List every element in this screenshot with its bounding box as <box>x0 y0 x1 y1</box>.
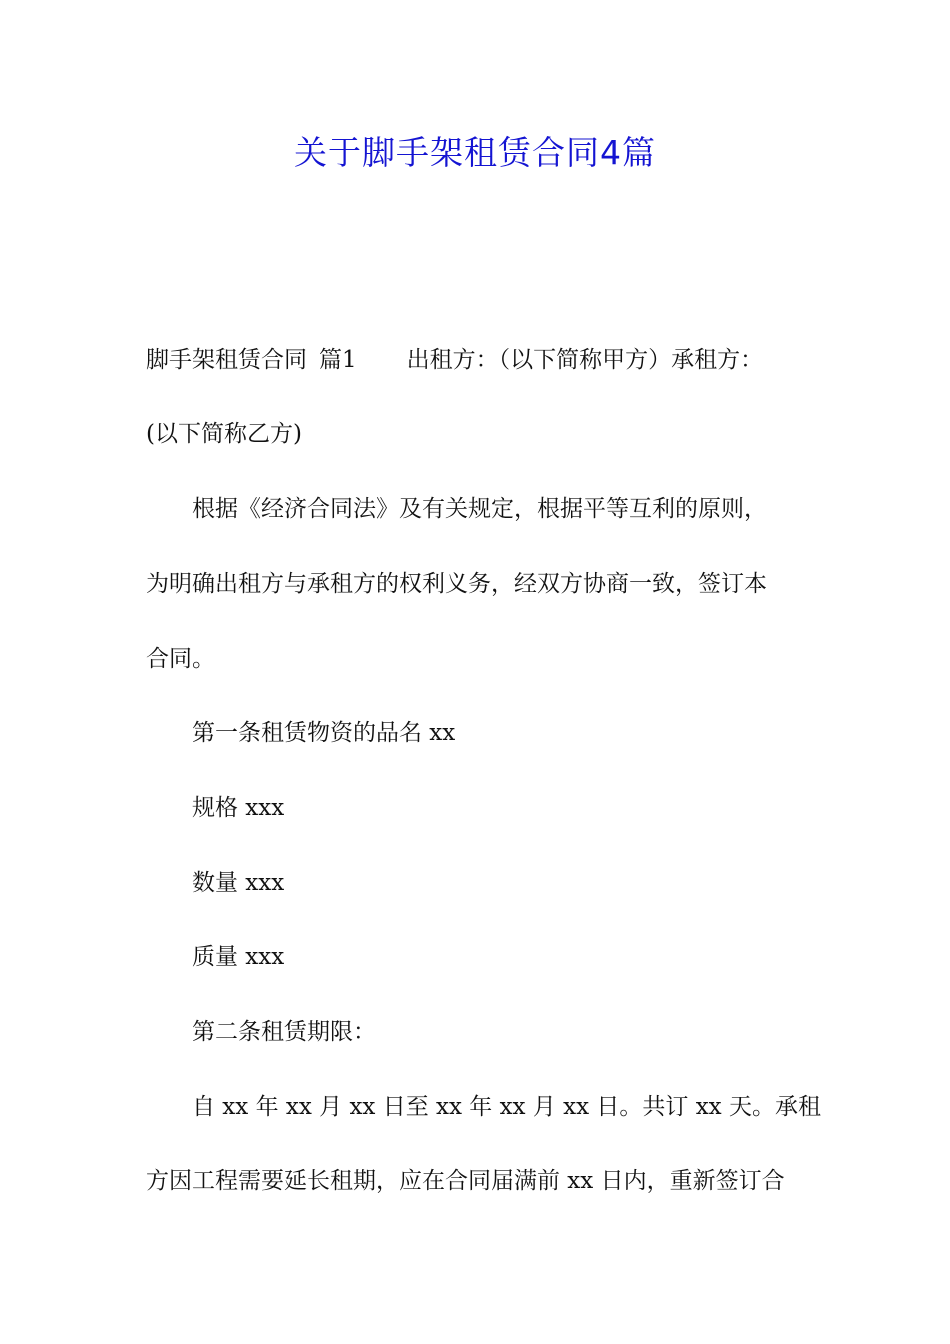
article-1-line: 第一条租赁物资的品名 xx <box>192 720 456 746</box>
lessor-lessee-text: 出租方：（以下简称甲方）承租方： <box>406 347 764 373</box>
contract-header-line <box>146 345 763 375</box>
quality-line: 质量 xxx <box>192 944 285 970</box>
term-paragraph-line-1: 自 xx 年 xx 月 xx 日至 xx 年 xx 月 xx 日。共订 xx 天。承租 <box>192 1094 821 1120</box>
contract-name: 脚手架租赁合同 <box>146 347 307 373</box>
intro-paragraph-line-2: 为明确出租方与承租方的权利义务，经双方协商一致，签订本 <box>146 571 767 597</box>
document-title: 关于脚手架租赁合同4篇 <box>294 133 656 172</box>
party-b-line: (以下简称乙方) <box>146 421 302 447</box>
spec-line: 规格 xxx <box>192 795 285 821</box>
contract-part-number: 篇1 <box>319 347 357 373</box>
term-paragraph-line-2: 方因工程需要延长租期，应在合同届满前 xx 日内，重新签订合 <box>146 1168 785 1194</box>
article-2-line: 第二条租赁期限： <box>192 1019 376 1045</box>
intro-paragraph-line-1: 根据《经济合同法》及有关规定，根据平等互利的原则， <box>192 496 767 522</box>
intro-paragraph-line-3: 合同。 <box>146 646 215 672</box>
quantity-line: 数量 xxx <box>192 870 285 896</box>
